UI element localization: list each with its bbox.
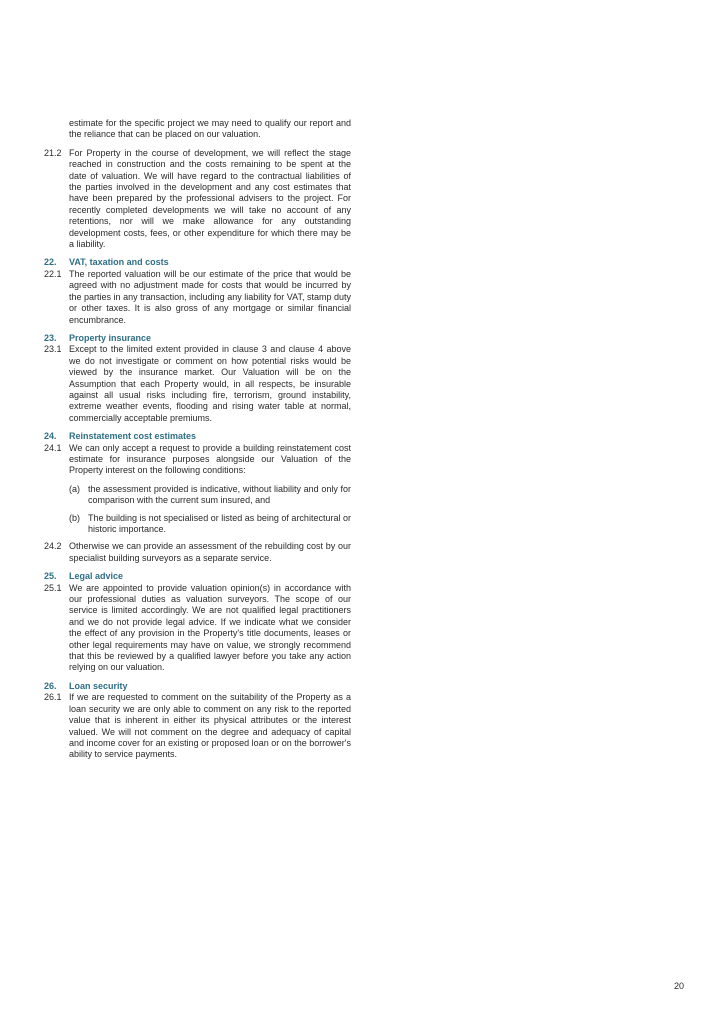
clause-text: We can only accept a request to provide a building reinstatement cost estimate for insurance purposes alongside our Valuation of the Property interest on the following conditions: xyxy=(69,442,351,476)
clause-text: Otherwise we can provide an assessment of the rebuilding cost by our specialist building surveyors as a separate service. xyxy=(69,541,351,563)
section-number: 23. xyxy=(44,332,57,343)
clause-text: The reported valuation will be our estimate of the price that would be agreed with no adjustment made for costs that would be incurred by the parties in any transaction, including any liability for VAT, stamp duty or other taxes. It is also gross of any mortgage or similar financial encumbrance. xyxy=(69,268,351,325)
section-title: Reinstatement cost estimates xyxy=(69,431,197,442)
section-title: Loan security xyxy=(69,680,128,691)
list-item-letter: (b) xyxy=(69,512,80,523)
clause-number: 24.1 xyxy=(44,442,62,453)
section-legal-advice xyxy=(44,571,351,674)
clause-text: If we are requested to comment on the suitability of the Property as a loan security we are only able to comment on any risk to the reported value that is inherent in either its physical attributes or the interest valued. We will not comment on the degree and adequacy of capital and income cover for an existing or proposed loan or on the borrower's ability to service payments. xyxy=(69,692,351,760)
clause-number: 24.2 xyxy=(44,541,62,552)
clause-text: Except to the limited extent provided in clause 3 and clause 4 above we do not investigate or comment on how potential risks would be viewed by the insurance market. Our Valuation will be on the Assumption that each Property would, in all respects, be insurable against all usual risks including fire, terrorism, ground instability, extreme weather events, flooding and rising water table at normal, commercially acceptable premiums. xyxy=(69,344,351,423)
clause-number: 26.1 xyxy=(44,692,62,703)
section-vat-taxation-costs xyxy=(44,257,351,325)
clause-21-1-continuation: estimate for the specific project we may need to qualify our report and the reliance that can be placed on our valuation. xyxy=(69,118,351,140)
clause-number: 21.2 xyxy=(44,147,62,158)
section-heading xyxy=(44,257,351,268)
clause-24-1 xyxy=(44,443,351,477)
section-heading xyxy=(44,333,351,344)
list-item-letter: (a) xyxy=(69,483,80,494)
section-title: Property insurance xyxy=(69,332,152,343)
clause-25-1 xyxy=(44,583,351,674)
section-property-insurance xyxy=(44,333,351,424)
section-heading xyxy=(44,431,351,442)
clause-23-1 xyxy=(44,344,351,424)
clause-26-1 xyxy=(44,692,351,760)
section-title: VAT, taxation and costs xyxy=(69,257,169,268)
list-item xyxy=(69,513,351,536)
clause-22-1 xyxy=(44,269,351,326)
list-item xyxy=(69,484,351,507)
section-heading xyxy=(44,571,351,582)
clause-number: 23.1 xyxy=(44,344,62,355)
terms-body xyxy=(44,118,351,768)
section-number: 22. xyxy=(44,257,57,268)
clause-text: We are appointed to provide valuation opinion(s) in accordance with our professional duties as valuation surveyors. The scope of our service is limited accordingly. We are not qualified legal practitioners and we do not provide legal advice. If we indicate what we consider the effect of any provision in the Property's title documents, leases or other legal requirements may have on value, we strongly recommend that this be reviewed by a qualified lawyer before you take any action relying on our valuation. xyxy=(69,582,351,673)
clause-21-2 xyxy=(44,148,351,251)
clause-24-2 xyxy=(44,541,351,564)
list-item-text: The building is not specialised or listed as being of architectural or historic importance. xyxy=(88,512,351,534)
section-number: 25. xyxy=(44,571,57,582)
section-loan-security xyxy=(44,681,351,761)
section-heading xyxy=(44,681,351,692)
section-number: 26. xyxy=(44,680,57,691)
section-reinstatement-cost-estimates xyxy=(44,431,351,564)
page-number: 20 xyxy=(673,981,684,991)
clause-number: 22.1 xyxy=(44,268,62,279)
section-title: Legal advice xyxy=(69,571,124,582)
section-number: 24. xyxy=(44,431,57,442)
list-item-text: the assessment provided is indicative, without liability and only for comparison with the current sum insured, and xyxy=(88,483,351,506)
clause-number: 25.1 xyxy=(44,582,62,593)
clause-text: For Property in the course of development, we will reflect the stage reached in construction and the costs remaining to be spent at the date of valuation. We will have regard to the contractual liabilities of the parties involved in the development and any cost estimates that have been prepared by the professional advisers to the project. For recently completed developments we will take no account of any retentions, nor will we make allowance for any outstanding development costs, fees, or other expenditure for which there may be a liability. xyxy=(69,147,351,250)
